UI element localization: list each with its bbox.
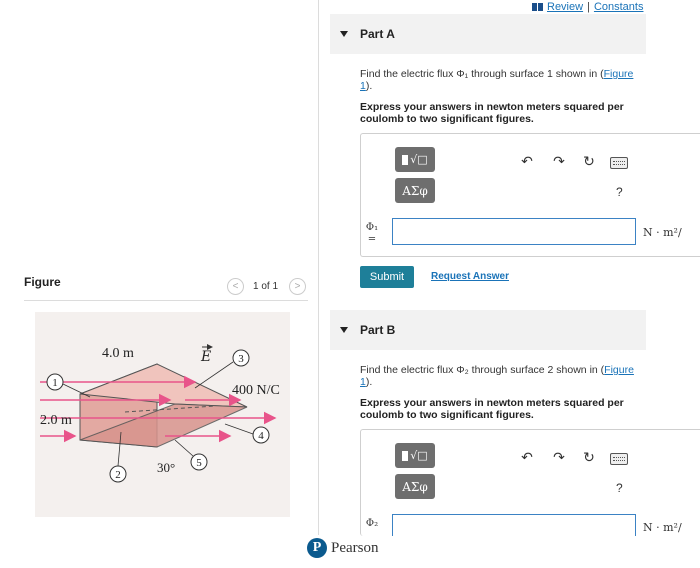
- part-b-figure-link[interactable]: Figure 1: [360, 364, 634, 388]
- book-icon: [532, 3, 543, 11]
- part-a-question: [360, 68, 640, 92]
- next-figure-button[interactable]: [289, 278, 306, 295]
- templates-button[interactable]: [395, 443, 435, 468]
- constants-link[interactable]: Constants: [593, 1, 644, 13]
- surface-2-label: 2: [115, 469, 121, 481]
- review-link[interactable]: Review: [547, 1, 584, 13]
- part-a-variable: Φ₁: [365, 222, 379, 233]
- link-separator: |: [587, 1, 590, 13]
- help-button[interactable]: ?: [616, 185, 623, 199]
- template-root-icon: √□: [410, 153, 428, 166]
- surface-4-label: 4: [258, 430, 264, 442]
- part-b-answer-input[interactable]: [392, 514, 636, 536]
- surface-5-label: 5: [196, 457, 202, 469]
- figure-title: Figure: [24, 275, 61, 289]
- undo-icon[interactable]: ↶: [521, 449, 533, 465]
- panel-divider: [318, 0, 319, 535]
- field-value-label: 400 N/C: [232, 383, 280, 398]
- request-answer-link[interactable]: Request Answer: [431, 271, 509, 282]
- part-a-instruction: Express your answers in newton meters squared per coulomb to two significant figures.: [360, 101, 624, 125]
- part-a-title: Part A: [360, 27, 395, 41]
- chevron-right-icon: >: [294, 281, 301, 292]
- chevron-left-icon: <: [232, 281, 239, 292]
- top-links: [532, 1, 643, 13]
- part-a-figure-link[interactable]: Figure 1: [360, 68, 634, 92]
- part-b-question: [360, 364, 640, 388]
- template-square-icon: [402, 451, 408, 461]
- pearson-brand: [307, 538, 379, 558]
- prism-figure: [35, 312, 295, 517]
- part-a-answer-input[interactable]: [392, 218, 636, 245]
- figure-divider: [24, 300, 308, 301]
- symbols-button[interactable]: ΑΣφ: [395, 178, 435, 203]
- surface-1-label: 1: [52, 377, 58, 389]
- pearson-wordmark: Pearson: [331, 539, 379, 556]
- figure-pager: 1 of 1: [253, 281, 279, 292]
- submit-button[interactable]: Submit: [360, 266, 414, 288]
- part-a-equals: =: [367, 234, 377, 245]
- part-b-instruction: Express your answers in newton meters squared per coulomb to two significant figures.: [360, 397, 624, 421]
- part-a-variable-label: [365, 222, 379, 246]
- part-b-title: Part B: [360, 323, 396, 337]
- part-b-question-end: ).: [365, 376, 373, 388]
- part-b-answer-box: [360, 429, 700, 536]
- symbols-button[interactable]: ΑΣφ: [395, 474, 435, 499]
- width-label: 4.0 m: [102, 346, 134, 361]
- template-square-icon: [402, 155, 408, 165]
- undo-icon[interactable]: ↶: [521, 153, 533, 169]
- previous-figure-button[interactable]: [227, 278, 244, 295]
- part-b-variable-label: Φ₂: [365, 518, 379, 529]
- part-a-question-text: Find the electric flux Φ₁ through surface 1 shown in (: [360, 68, 604, 80]
- keyboard-icon[interactable]: [610, 453, 628, 465]
- templates-button[interactable]: [395, 147, 435, 172]
- angle-label: 30°: [157, 460, 176, 475]
- reset-icon[interactable]: ↻: [583, 449, 595, 465]
- part-a-answer-box: [360, 133, 700, 257]
- part-a-header[interactable]: [330, 14, 646, 54]
- reset-icon[interactable]: ↻: [583, 153, 595, 169]
- part-b-header[interactable]: [330, 310, 646, 350]
- part-a-unit: N · m²/: [643, 226, 682, 239]
- template-root-icon: √□: [410, 449, 428, 462]
- height-label: 2.0 m: [40, 413, 72, 428]
- caret-down-icon: [340, 327, 348, 333]
- keyboard-icon[interactable]: [610, 157, 628, 169]
- field-label: E: [201, 349, 212, 365]
- pearson-logo-icon: P: [307, 538, 327, 558]
- part-b-question-text: Find the electric flux Φ₂ through surface 2 shown in (: [360, 364, 605, 376]
- redo-icon[interactable]: ↷: [553, 449, 565, 465]
- redo-icon[interactable]: ↷: [553, 153, 565, 169]
- part-a-question-end: ).: [365, 80, 373, 92]
- help-button[interactable]: ?: [616, 481, 623, 495]
- part-b-unit: N · m²/: [643, 521, 682, 534]
- caret-down-icon: [340, 31, 348, 37]
- surface-3-label: 3: [238, 353, 244, 365]
